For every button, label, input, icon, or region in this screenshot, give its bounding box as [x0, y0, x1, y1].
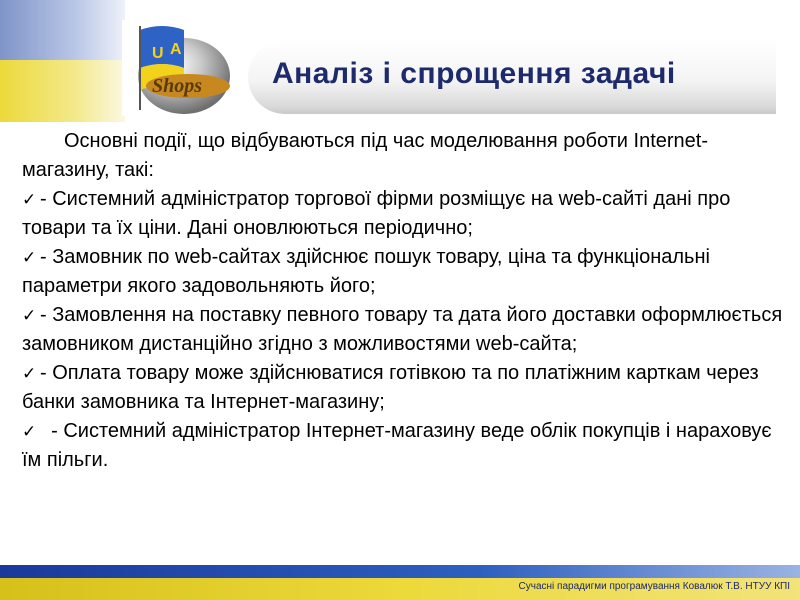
checkmark-icon: ✓ [22, 248, 37, 267]
footer-stripe-blue [0, 565, 800, 578]
checkmark-icon: ✓ [22, 306, 37, 325]
list-item: ✓ - Системний адміністратор Інтернет-магазину веде облік покупців і нараховує їм пільги. [22, 417, 794, 475]
logo-text: Shops [152, 75, 203, 97]
list-item: ✓ - Системний адміністратор торгової фірми розміщує на web-сайті дані про товари та їх ціни. Дані оновлюються періодично; [22, 185, 794, 243]
flag-corner-yellow [0, 60, 125, 122]
list-item: ✓ - Оплата товару може здійснюватися готівкою та по платіжним карткам через банки замовника та Інтернет-магазину; [22, 359, 794, 417]
intro-paragraph: Основні події, що відбуваються під час моделювання роботи Internet- магазину, такі: [22, 130, 708, 181]
list-item: ✓ - Замовник по web-сайтах здійснює пошук товару, ціна та функціональні параметри якого задовольняють його; [22, 243, 794, 301]
checkmark-icon: ✓ [22, 422, 37, 441]
shops-logo [122, 20, 234, 116]
list-item: ✓ - Замовлення на поставку певного товару та дата його доставки оформлюється замовником дистанційно згідно з можливостями web-сайта; [22, 301, 794, 359]
svg-text:A: A [170, 41, 182, 58]
footer-caption: Сучасні парадигми програмування Ковалюк Т.В. НТУУ КПІ [518, 581, 790, 592]
slide-title: Аналіз і спрощення задачі [272, 57, 676, 90]
flag-corner-blue [0, 0, 125, 60]
checkmark-icon: ✓ [22, 190, 37, 209]
svg-text:U: U [152, 45, 164, 62]
checkmark-icon: ✓ [22, 364, 37, 383]
slide-content [22, 127, 794, 475]
